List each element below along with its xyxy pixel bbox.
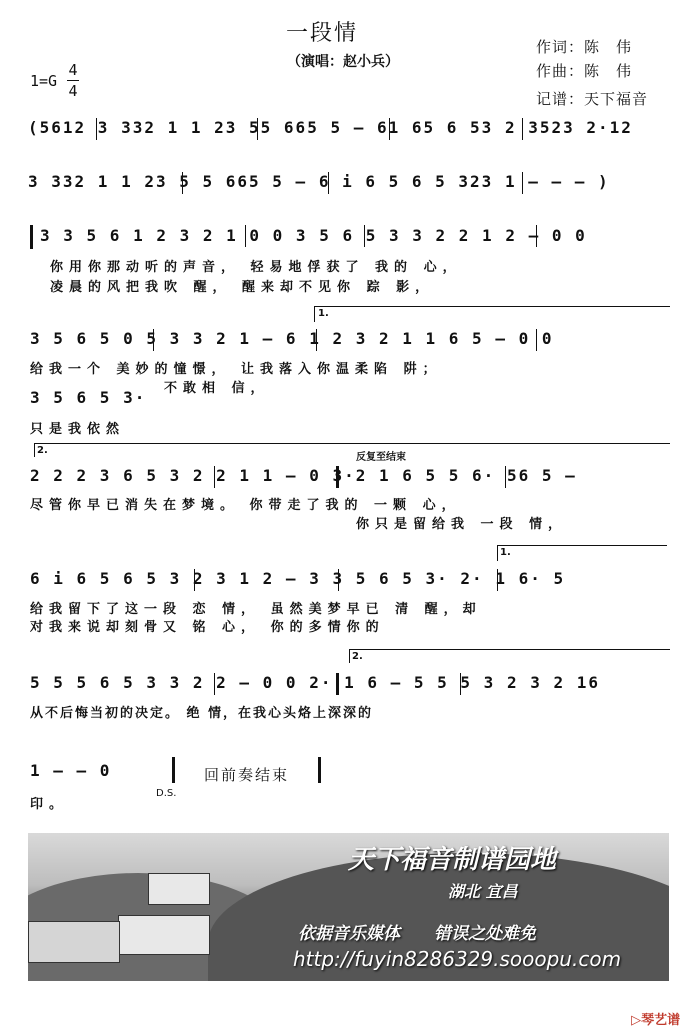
- lyric-row-8: 从不后悔当初的决定。 绝 情，在我心头烙上深深的: [30, 706, 374, 721]
- row-7-ending-mark: 1.: [500, 547, 511, 558]
- lyricist-credit: 作词：陈 伟: [536, 38, 633, 56]
- time-signature-top: 4: [68, 61, 78, 79]
- lyric-row-9: 印。: [30, 797, 69, 812]
- score-row-2: 3 332 1 1 23 5 5 665 5 – 6 i 6 5 6 5 323 1 – – – ): [28, 172, 610, 191]
- banner-title: 天下福音制谱园地: [348, 845, 557, 875]
- score-row-3: 3 3 5 6 1 2 3 2 1 0 0 3 5 6 5 3 3 2 2 1 2 – 0 0: [40, 226, 587, 245]
- ds-mark: D.S.: [156, 788, 177, 799]
- song-title: 一段情: [286, 21, 359, 46]
- lyric-row-3-verse-1: 你用你那动听的声音， 轻易地俘获了 我的 心，: [50, 260, 462, 275]
- score-row-8: 5 5 5 6 5 3 3 2 2 – 0 0 2· 1 6 – 5 5 5 3 2 3 2 16: [30, 673, 601, 692]
- score-row-7: 6 i 6 5 6 5 3 2 3 1 2 – 3 3 5 6 5 3· 2· 1 6· 5: [30, 569, 566, 588]
- singer-credit: （演唱：赵小兵）: [287, 54, 399, 70]
- lyric-row-5: 只是我依然: [30, 422, 126, 437]
- lyric-row-4-verse-1: 给我一个 美妙的憧憬， 让我落入你温柔陷 阱；: [30, 362, 442, 377]
- score-row-9: 1 – – 0: [30, 761, 112, 780]
- banner-url: http://fuyin8286329.sooopu.com: [293, 947, 622, 971]
- banner-location: 湖北 宜昌: [448, 882, 518, 901]
- time-signature-bottom: 4: [68, 82, 78, 100]
- composer-credit: 作曲：陈 伟: [536, 62, 633, 80]
- time-signature: [67, 61, 79, 100]
- score-row-4: 3 5 6 5 0 5 3 3 2 1 – 6 1 2 3 2 1 1 6 5 – 0 0: [30, 329, 554, 348]
- outro-instruction: 回前奏结束: [204, 766, 290, 784]
- lyric-row-4-verse-2: 不敢相 信，: [164, 381, 270, 396]
- transcriber-credit: 记谱：天下福音: [536, 90, 649, 108]
- logo-text: 琴艺谱: [641, 1013, 681, 1028]
- score-row-6: 2 2 2 3 6 5 3 2 2 1 1 – 0 3·2 1 6 5 5 6· 56 5 –: [30, 466, 577, 485]
- score-row-1: (5612 3 332 1 1 23 55 665 5 – 61 65 6 53 2 3523 2·12: [28, 118, 633, 137]
- row-8-ending-mark: 2.: [352, 651, 363, 662]
- lyric-row-3-verse-2: 凌晨的风把我吹 醒， 醒来却不见你 踪 影，: [50, 280, 435, 295]
- first-ending-mark: 1.: [318, 308, 329, 319]
- banner-disclaimer: 依据音乐媒体 错误之处难免: [298, 924, 536, 944]
- lyric-row-7-verse-2: 对我来说却刻骨又 铭 心， 你的多情你的: [30, 620, 385, 635]
- lyric-row-6-verse-2: 你只是留给我 一段 情，: [356, 517, 568, 532]
- repeat-instruction: 反复至结束: [356, 452, 406, 463]
- lyric-row-6-verse-1: 尽管你早已消失在梦境。 你带走了我的 一颗 心，: [30, 498, 461, 513]
- second-ending-mark: 2.: [37, 445, 48, 456]
- key-signature: 1=G: [30, 72, 58, 90]
- logo-icon: ▷: [631, 1013, 642, 1028]
- banner-photo: [28, 833, 669, 981]
- score-row-5: 3 5 6 5 3·: [30, 388, 147, 407]
- watermark-logo: [622, 994, 680, 1028]
- lyric-row-7-verse-1: 给我留下了这一段 恋 情， 虽然美梦早已 清 醒，却: [30, 602, 482, 617]
